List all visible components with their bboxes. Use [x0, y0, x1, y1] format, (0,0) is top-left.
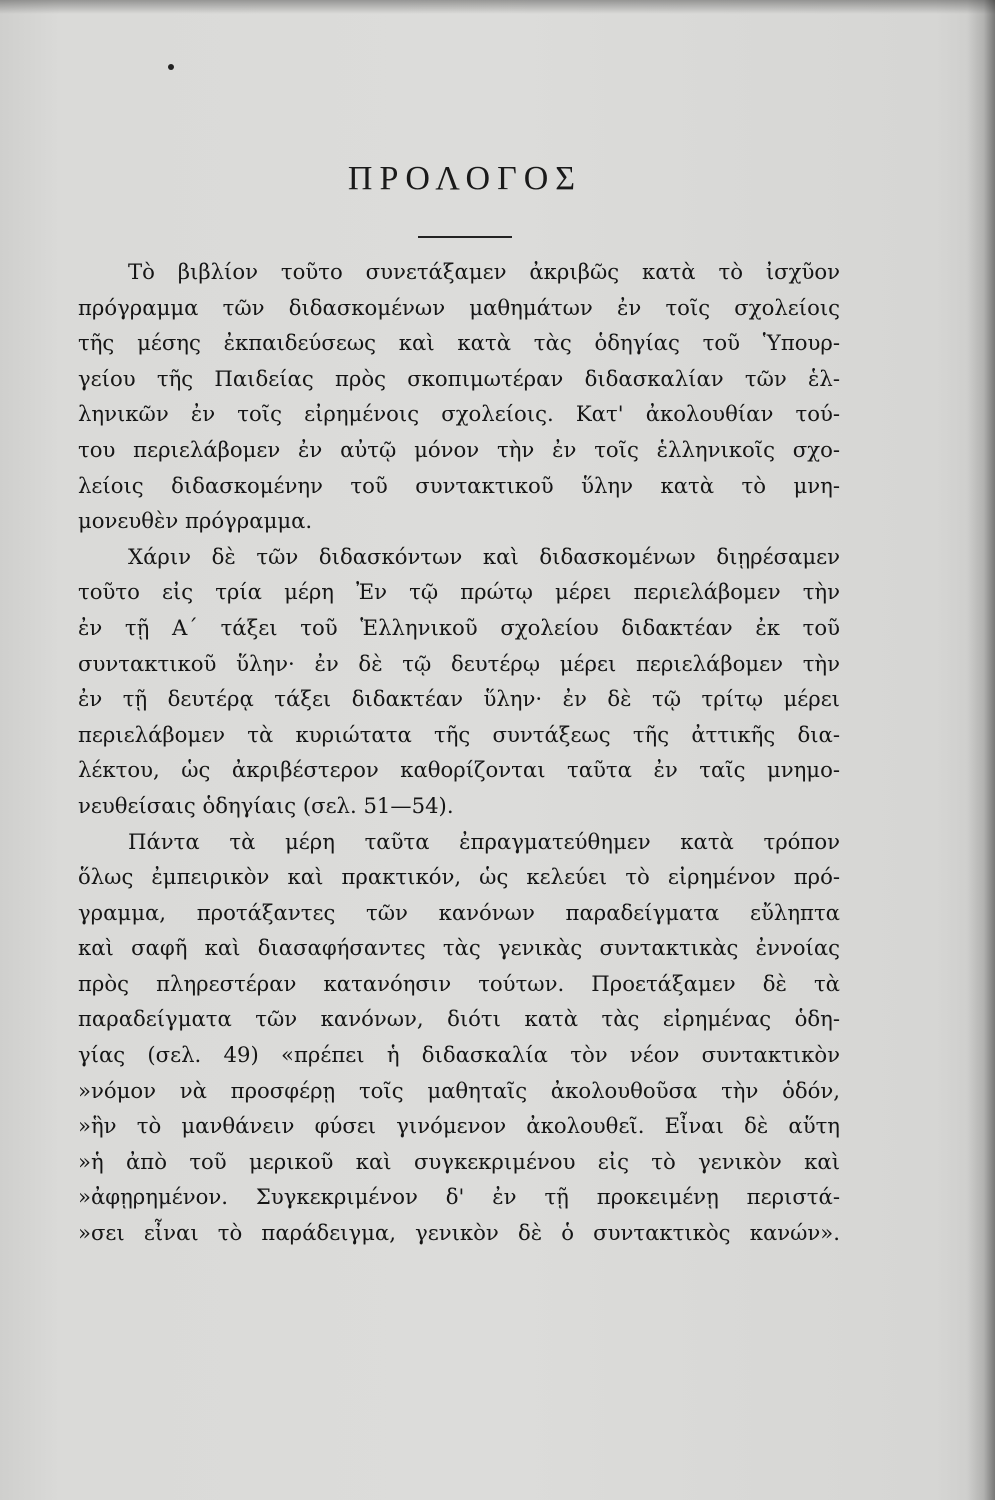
text-line: παραδείγματα τῶν κανόνων, διότι κατὰ τὰς εἰρημένας ὁδη- [78, 1006, 840, 1032]
text-line: γίας (σελ. 49) «πρέπει ἡ διδασκαλία τὸν νέον συντακτικὸν [78, 1042, 840, 1068]
text-line: Τὸ βιβλίον τοῦτο συνετάξαμεν ἀκριβῶς κατὰ τὸ ἰσχῦον [128, 259, 840, 284]
text-line: του περιελάβομεν ἐν αὐτῷ μόνον τὴν ἐν τοῖς ἑλληνικοῖς σχο- [78, 436, 840, 462]
text-line: ἐν τῇ Α΄ τάξει τοῦ Ἑλληνικοῦ σχολείου διδακτέαν ἐκ τοῦ [78, 614, 840, 640]
text-line: »νόμον νὰ προσφέρῃ τοῖς μαθηταῖς ἀκολουθοῦσα τὴν ὁδόν, [78, 1077, 840, 1103]
text-line: λείοις διδασκομένην τοῦ συντακτικοῦ ὕλην κατὰ τὸ μνη- [78, 472, 840, 498]
text-line: ληνικῶν ἐν τοῖς εἰρημένοις σχολείοις. Κατ' ἀκολουθίαν τού- [78, 401, 840, 427]
preface-text [78, 254, 840, 1251]
text-line: »ἣν τὸ μανθάνειν φύσει γινόμενον ἀκολουθεῖ. Εἶναι δὲ αὕτη [78, 1113, 840, 1139]
text-line: λέκτου, ὡς ἀκριβέστερον καθορίζονται ταῦτα ἐν ταῖς μνημο- [78, 757, 840, 783]
page-binding-shadow [967, 0, 995, 1500]
page-title: ΠΡΟΛΟΓΟΣ [347, 160, 583, 197]
text-line: μονευθὲν πρόγραμμα. [78, 508, 313, 534]
text-line: πρὸς πληρεστέραν κατανόησιν τούτων. Προετάξαμεν δὲ τὰ [78, 970, 840, 996]
text-line: »σει εἶναι τὸ παράδειγμα, γενικὸν δὲ ὁ συντακτικὸς κανών». [78, 1220, 840, 1246]
text-line: τῆς μέσης ἐκπαιδεύσεως καὶ κατὰ τὰς ὁδηγίας τοῦ Ὑπουρ- [78, 330, 840, 356]
title-divider [418, 236, 512, 238]
text-line: »ἡ ἀπὸ τοῦ μερικοῦ καὶ συγκεκριμένου εἰς τὸ γενικὸν καὶ [78, 1148, 840, 1174]
text-line: γείου τῆς Παιδείας πρὸς σκοπιμωτέραν διδασκαλίαν τῶν ἑλ- [78, 365, 840, 391]
text-line: »ἀφῃρημένον. Συγκεκριμένον δ' ἐν τῇ προκειμένῃ περιστά- [78, 1184, 840, 1210]
text-line: συντακτικοῦ ὕλην· ἐν δὲ τῷ δευτέρῳ μέρει περιελάβομεν τὴν [78, 650, 840, 676]
text-line: Χάριν δὲ τῶν διδασκόντων καὶ διδασκομένων διῃρέσαμεν [128, 543, 840, 569]
text-line: περιελάβομεν τὰ κυριώτατα τῆς συντάξεως τῆς ἀττικῆς δια- [78, 721, 840, 747]
text-line: γραμμα, προτάξαντες τῶν κανόνων παραδείγματα εὔληπτα [78, 899, 840, 925]
text-line: Πάντα τὰ μέρη ταῦτα ἐπραγματεύθημεν κατὰ τρόπον [128, 828, 840, 854]
text-line: νευθείσαις ὁδηγίαις (σελ. 51—54). [78, 792, 454, 818]
text-line: τοῦτο εἰς τρία μέρη Ἐν τῷ πρώτῳ μέρει περιελάβομεν τὴν [78, 579, 840, 605]
text-line: ὅλως ἐμπειρικὸν καὶ πρακτικόν, ὡς κελεύει τὸ εἰρημένον πρό- [78, 864, 840, 890]
page-top-shadow [0, 0, 995, 14]
text-line: καὶ σαφῆ καὶ διασαφήσαντες τὰς γενικὰς συντακτικὰς ἐννοίας [78, 935, 840, 961]
text-line: ἐν τῇ δευτέρᾳ τάξει διδακτέαν ὕλην· ἐν δὲ τῷ τρίτῳ μέρει [78, 686, 840, 712]
ink-speck [168, 64, 174, 70]
text-line: πρόγραμμα τῶν διδασκομένων μαθημάτων ἐν τοῖς σχολείοις [78, 294, 840, 320]
